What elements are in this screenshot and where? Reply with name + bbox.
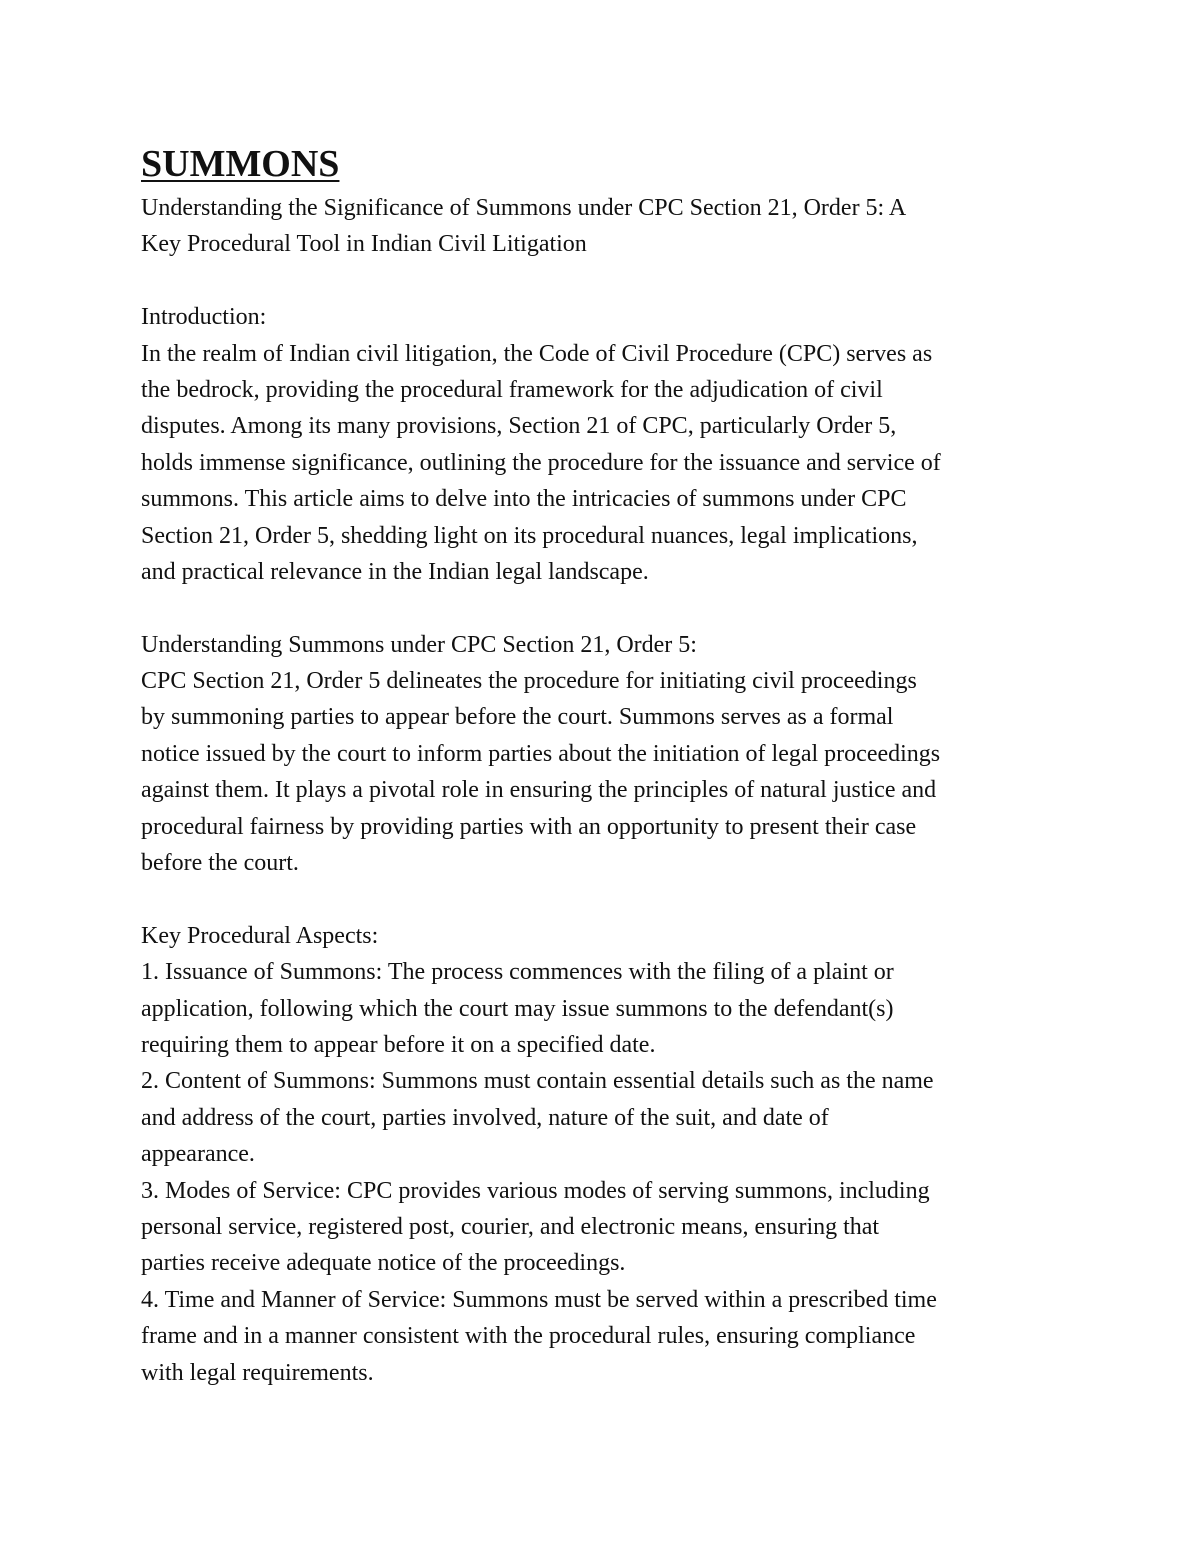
- paragraph-line: and practical relevance in the Indian legal landscape.: [141, 558, 649, 585]
- key-procedural-aspects-section: [141, 918, 1071, 1391]
- list-item-line: 4. Time and Manner of Service: Summons must be served within a prescribed time: [141, 1286, 937, 1313]
- paragraph-spacer: [141, 590, 1071, 626]
- list-item-line: frame and in a manner consistent with the procedural rules, ensuring compliance: [141, 1323, 916, 1350]
- document-title: SUMMONS: [141, 143, 340, 185]
- list-item-line: 3. Modes of Service: CPC provides various modes of serving summons, including: [141, 1177, 930, 1204]
- list-item-line: with legal requirements.: [141, 1359, 374, 1386]
- paragraph-line: the bedrock, providing the procedural framework for the adjudication of civil: [141, 376, 883, 403]
- list-item-line: application, following which the court may issue summons to the defendant(s): [141, 995, 894, 1022]
- list-item-line: requiring them to appear before it on a specified date.: [141, 1031, 656, 1058]
- paragraph-line: against them. It plays a pivotal role in ensuring the principles of natural justice and: [141, 777, 937, 804]
- understanding-summons-section: [141, 627, 1071, 882]
- section-heading: Understanding Summons under CPC Section 21, Order 5:: [141, 631, 697, 658]
- paragraph-line: by summoning parties to appear before the court. Summons serves as a formal: [141, 704, 894, 731]
- paragraph-line: summons. This article aims to delve into the intricacies of summons under CPC: [141, 486, 907, 513]
- paragraph-spacer: [141, 263, 1071, 299]
- paragraph-line: holds immense significance, outlining the procedure for the issuance and service of: [141, 449, 941, 476]
- list-item-line: personal service, registered post, courier, and electronic means, ensuring that: [141, 1213, 880, 1240]
- document-page: [141, 138, 1071, 1391]
- list-item-line: and address of the court, parties involved, nature of the suit, and date of: [141, 1104, 829, 1131]
- paragraph-line: before the court.: [141, 850, 299, 877]
- list-item-line: parties receive adequate notice of the proceedings.: [141, 1250, 626, 1277]
- list-item-line: 1. Issuance of Summons: The process commences with the filing of a plaint or: [141, 959, 894, 986]
- section-heading: Key Procedural Aspects:: [141, 922, 379, 949]
- paragraph-line: Section 21, Order 5, shedding light on its procedural nuances, legal implications,: [141, 522, 918, 549]
- subtitle-line: Key Procedural Tool in Indian Civil Litigation: [141, 231, 587, 258]
- list-item-line: appearance.: [141, 1141, 255, 1168]
- paragraph-spacer: [141, 881, 1071, 917]
- subtitle-line: Understanding the Significance of Summons under CPC Section 21, Order 5: A: [141, 195, 907, 221]
- list-item-line: 2. Content of Summons: Summons must contain essential details such as the name: [141, 1068, 934, 1095]
- paragraph-line: disputes. Among its many provisions, Section 21 of CPC, particularly Order 5,: [141, 413, 897, 440]
- paragraph-line: In the realm of Indian civil litigation, the Code of Civil Procedure (CPC) serves as: [141, 340, 933, 367]
- section-heading: Introduction:: [141, 304, 267, 331]
- paragraph-line: CPC Section 21, Order 5 delineates the procedure for initiating civil proceedings: [141, 668, 917, 695]
- subtitle: [141, 190, 1071, 263]
- introduction-section: [141, 299, 1071, 590]
- paragraph-line: notice issued by the court to inform parties about the initiation of legal proceedings: [141, 740, 941, 767]
- paragraph-line: procedural fairness by providing parties with an opportunity to present their case: [141, 813, 917, 840]
